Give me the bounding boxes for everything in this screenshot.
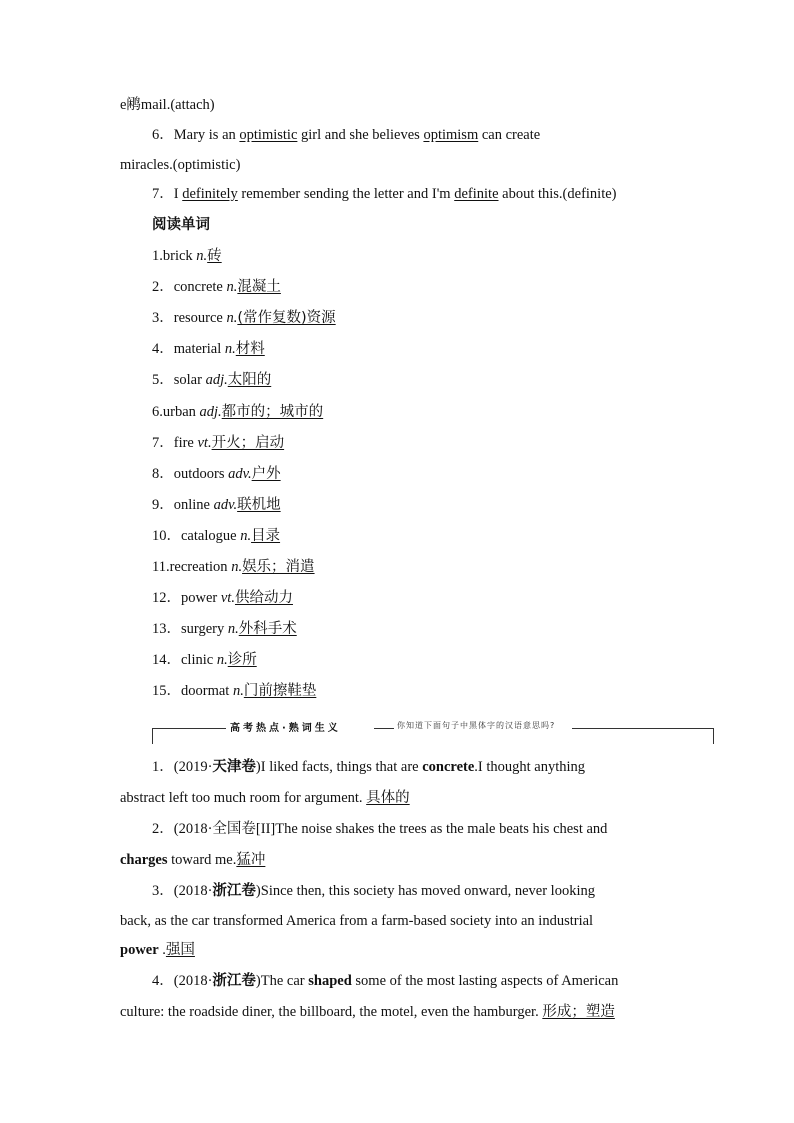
- section-heading: 阅读单词: [152, 217, 210, 233]
- vocab-pos: adv.: [213, 497, 238, 513]
- vocab-number: 10．: [152, 528, 181, 544]
- banner-title: 高考热点·熟词生义: [230, 723, 341, 734]
- vocab-meaning: 供给动力: [234, 590, 293, 606]
- vocab-number: 9．: [152, 497, 174, 513]
- vocab-number: 2．: [152, 279, 174, 295]
- vocab-pos: n.: [226, 310, 238, 326]
- vocab-meaning: 开火；启动: [211, 435, 285, 451]
- exercise-3-continued: back, as the car transformed America from a farm-based society into an industrial: [120, 913, 594, 929]
- key-word: concrete: [422, 759, 475, 775]
- vocab-word: fire: [173, 435, 194, 451]
- answer-blank: definite: [454, 186, 499, 202]
- vocab-item: [152, 682, 316, 700]
- vocab-word: surgery: [181, 621, 225, 637]
- vocab-pos: n.: [227, 621, 239, 637]
- banner-rule-mid: [374, 728, 394, 729]
- vocab-number: 11.: [152, 559, 170, 575]
- vocab-item: [152, 309, 336, 327]
- vocab-meaning: 外科手术: [238, 621, 297, 637]
- exercise-2-continued: charges toward me.猛冲: [120, 852, 266, 868]
- vocab-word: doormat: [181, 683, 230, 699]
- banner-hook-right: [713, 728, 714, 744]
- vocab-number: 5．: [152, 372, 174, 388]
- vocab-word: online: [173, 497, 210, 513]
- vocab-item: [152, 403, 323, 421]
- vocab-word: urban: [162, 404, 196, 420]
- vocab-item: [152, 651, 257, 669]
- vocab-meaning: (常作复数)资源: [237, 310, 336, 326]
- exercise-4-continued: culture: the roadside diner, the billboard, the motel, even the hamburger. 形成；塑造: [120, 1004, 615, 1020]
- vocab-pos: adv.: [228, 466, 252, 482]
- vocab-item: [152, 371, 271, 389]
- question-6-continued: miracles.(optimistic): [120, 157, 241, 173]
- vocab-meaning: 联机地: [237, 497, 281, 513]
- exercise-2: 2．(2018·全国卷[II]The noise shakes the trees as the male beats his chest and: [152, 821, 608, 837]
- question-7: 7．I definitely remember sending the letter and I'm definite about this.(definite): [152, 186, 617, 202]
- answer: 形成；塑造: [542, 1004, 615, 1020]
- answer: 猛冲: [236, 852, 266, 868]
- vocab-number: 12．: [152, 590, 181, 606]
- section-banner: [152, 716, 714, 746]
- key-word: power: [120, 942, 159, 958]
- vocab-word: catalogue: [181, 528, 237, 544]
- vocab-number: 15．: [152, 683, 181, 699]
- vocab-pos: vt.: [197, 435, 212, 451]
- vocab-pos: n.: [216, 652, 228, 668]
- vocab-meaning: 门前擦鞋垫: [243, 683, 317, 699]
- vocab-pos: n.: [196, 248, 208, 264]
- answer-blank: optimistic: [239, 127, 298, 143]
- vocab-meaning: 都市的；城市的: [221, 404, 324, 420]
- answer-blank: definitely: [182, 186, 238, 202]
- vocab-item: [152, 247, 222, 265]
- vocab-meaning: 娱乐；消遣: [242, 559, 315, 575]
- vocab-item: [152, 340, 265, 358]
- vocab-word: clinic: [181, 652, 214, 668]
- vocab-meaning: 诊所: [227, 652, 257, 668]
- vocab-item: [152, 434, 284, 452]
- exercise-3: 3．(2018·浙江卷)Since then, this society has moved onward, never looking: [152, 883, 595, 899]
- vocab-item: [152, 278, 281, 296]
- vocab-pos: n.: [240, 528, 252, 544]
- vocab-pos: adj.: [205, 372, 228, 388]
- vocab-number: 4．: [152, 341, 174, 357]
- banner-hook-left: [152, 728, 153, 744]
- question-6: 6．Mary is an optimistic girl and she believes optimism can create: [152, 127, 541, 143]
- vocab-word: outdoors: [173, 466, 225, 482]
- exercise-1: 1．(2019·天津卷)I liked facts, things that are concrete.I thought anything: [152, 759, 586, 775]
- vocab-pos: adj.: [199, 404, 222, 420]
- exercise-4: 4．(2018·浙江卷)The car shaped some of the most lasting aspects of American: [152, 973, 619, 989]
- vocab-pos: n.: [226, 279, 238, 295]
- banner-rule-left: [152, 728, 226, 729]
- vocab-item: [152, 527, 280, 545]
- vocab-pos: n.: [231, 559, 243, 575]
- banner-rule-right: [572, 728, 714, 729]
- exercise-3-continued-2: power .强国: [120, 942, 195, 958]
- vocab-word: recreation: [169, 559, 228, 575]
- vocab-word: material: [173, 341, 222, 357]
- vocab-number: 7．: [152, 435, 174, 451]
- vocab-word: solar: [173, 372, 202, 388]
- vocab-item: [152, 558, 315, 576]
- vocab-item: [152, 496, 281, 514]
- vocab-number: 3．: [152, 310, 174, 326]
- vocab-pos: vt.: [220, 590, 235, 606]
- vocab-pos: n.: [224, 341, 236, 357]
- vocab-word: power: [181, 590, 218, 606]
- answer: 强国: [165, 942, 195, 958]
- vocab-word: concrete: [173, 279, 223, 295]
- key-word: charges: [120, 852, 168, 868]
- vocab-item: [152, 465, 281, 483]
- vocab-meaning: 太阳的: [227, 372, 272, 388]
- banner-subtitle: 你知道下面句子中黑体字的汉语意思吗?: [397, 721, 556, 730]
- vocab-number: 1.: [152, 248, 163, 264]
- vocab-item: [152, 589, 293, 607]
- vocab-number: 14．: [152, 652, 181, 668]
- vocab-meaning: 户外: [251, 466, 281, 482]
- vocab-pos: n.: [232, 683, 244, 699]
- vocab-word: brick: [162, 248, 193, 264]
- vocab-meaning: 砖: [207, 248, 222, 264]
- vocab-number: 6.: [152, 404, 163, 420]
- vocab-meaning: 材料: [235, 341, 265, 357]
- vocab-meaning: 混凝土: [237, 279, 281, 295]
- exercise-1-continued: abstract left too much room for argument. 具体的: [120, 790, 410, 806]
- vocab-number: 13．: [152, 621, 181, 637]
- vocab-meaning: 目录: [251, 528, 281, 544]
- key-word: shaped: [308, 973, 352, 989]
- answer: 具体的: [366, 790, 410, 806]
- answer-blank: optimism: [423, 127, 479, 143]
- line-attach: e鹇mail.(attach): [120, 97, 215, 113]
- vocab-number: 8．: [152, 466, 174, 482]
- vocab-item: [152, 620, 297, 638]
- vocab-word: resource: [173, 310, 223, 326]
